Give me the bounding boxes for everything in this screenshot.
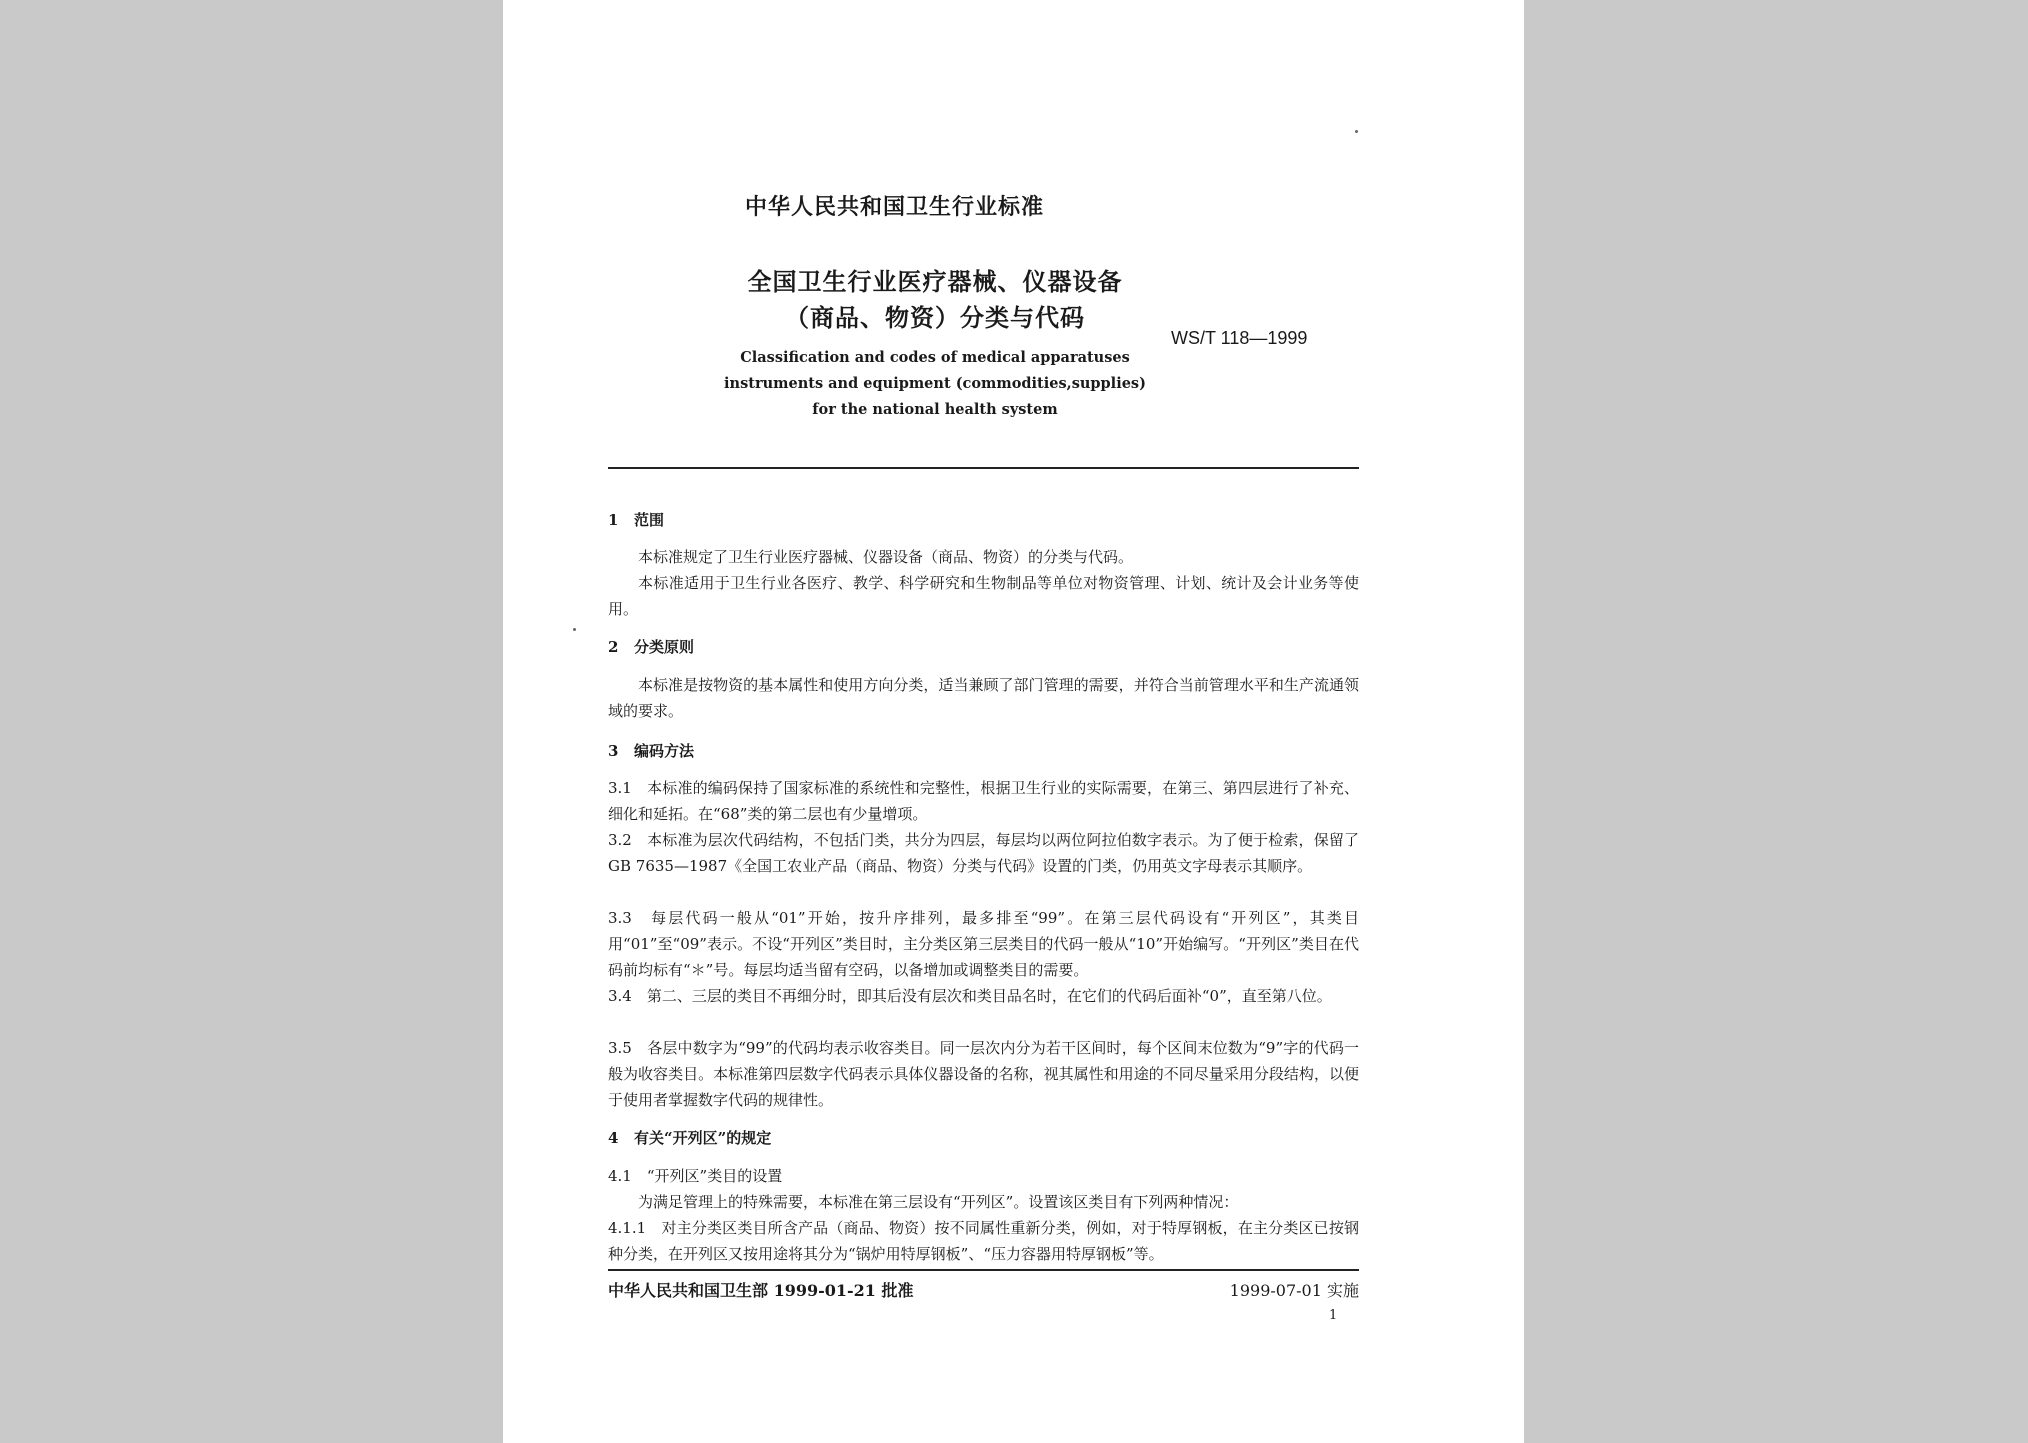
paragraph: 本标准是按物资的基本属性和使用方向分类，适当兼顾了部门管理的需要，并符合当前管理水平和生产流通领域的要求。	[608, 676, 1359, 720]
document-page	[503, 0, 1524, 1443]
paragraph: 本标准适用于卫生行业各医疗、教学、科学研究和生物制品等单位对物资管理、计划、统计及会计业务等使用。	[608, 574, 1359, 618]
scan-speck	[1355, 130, 1358, 133]
section-title: 范围	[634, 511, 665, 529]
clause-3-4: 3.4 第二、三层的类目不再细分时，即其后没有层次和类目品名时，在它们的代码后面补“0”，直至第八位。	[608, 987, 1332, 1005]
clause-3-5: 3.5 各层中数字为“99”的代码均表示收容类目。同一层次内分为若干区间时，每个区间末位数为“9”字的代码一般为收容类目。本标准第四层数字代码表示具体仪器设备的名称，视其属性和用途的不同尽量采用分段结构，以便于使用者掌握数字代码的规律性。	[608, 1039, 1359, 1109]
header-rule	[608, 467, 1359, 469]
english-title-line-2: instruments and equipment (commodities,supplies)	[724, 375, 1146, 392]
section-number: 3	[608, 742, 619, 760]
scan-speck	[573, 628, 576, 631]
section-number: 1	[608, 511, 619, 529]
clause-4-1: 4.1 “开列区”类目的设置	[608, 1167, 783, 1185]
clause-3-3: 3.3 每层代码一般从“01”开始，按升序排列，最多排至“99”。在第三层代码设有“开列区”，其类目用“01”至“09”表示。不设“开列区”类目时，主分类区第三层类目的代码一般从“10”开始编写。“开列区”类目在代码前均标有“＊”号。每层均适当留有空码，以备增加或调整类目的需要。	[608, 909, 1359, 979]
effective-date: 1999-07-01 实施	[1229, 1281, 1359, 1300]
section-title: 有关“开列区”的规定	[634, 1129, 772, 1147]
clause-3-2: 3.2 本标准为层次代码结构，不包括门类，共分为四层，每层均以两位阿拉伯数字表示。为了便于检索，保留了 GB 7635—1987《全国工农业产品（商品、物资）分类与代码》设置的门类，仍用英文字母表示其顺序。	[608, 831, 1359, 875]
section-2-heading	[608, 636, 694, 657]
title-line-2: （商品、物资）分类与代码	[785, 303, 1085, 332]
title-line-1: 全国卫生行业医疗器械、仪器设备	[747, 267, 1123, 296]
section-4-heading	[608, 1127, 771, 1148]
section-title: 分类原则	[634, 638, 695, 656]
section-number: 4	[608, 1129, 619, 1147]
paragraph: 本标准规定了卫生行业医疗器械、仪器设备（商品、物资）的分类与代码。	[638, 548, 1134, 566]
page-number: 1	[1329, 1308, 1338, 1323]
clause-4-1-1: 4.1.1 对主分类区类目所含产品（商品、物资）按不同属性重新分类，例如，对于特厚钢板，在主分类区已按钢种分类，在开列区又按用途将其分为“锅炉用特厚钢板”、“压力容器用特厚钢板”等。	[608, 1219, 1359, 1263]
standard-heading: 中华人民共和国卫生行业标准	[745, 194, 1045, 220]
section-1-heading	[608, 509, 664, 530]
section-3-heading	[608, 740, 694, 761]
standard-code: WS/T 118—1999	[1171, 328, 1308, 348]
approval-line: 中华人民共和国卫生部 1999-01-21 批准	[608, 1281, 914, 1300]
english-title-line-3: for the national health system	[812, 401, 1058, 418]
footer-rule	[608, 1269, 1359, 1271]
clause-3-1: 3.1 本标准的编码保持了国家标准的系统性和完整性，根据卫生行业的实际需要，在第三、第四层进行了补充、细化和延拓。在“68”类的第二层也有少量增项。	[608, 779, 1359, 823]
english-title-line-1: Classification and codes of medical apparatuses	[740, 349, 1130, 366]
section-title: 编码方法	[634, 742, 695, 760]
paragraph: 为满足管理上的特殊需要，本标准在第三层设有“开列区”。设置该区类目有下列两种情况：	[638, 1193, 1239, 1211]
section-number: 2	[608, 638, 619, 656]
